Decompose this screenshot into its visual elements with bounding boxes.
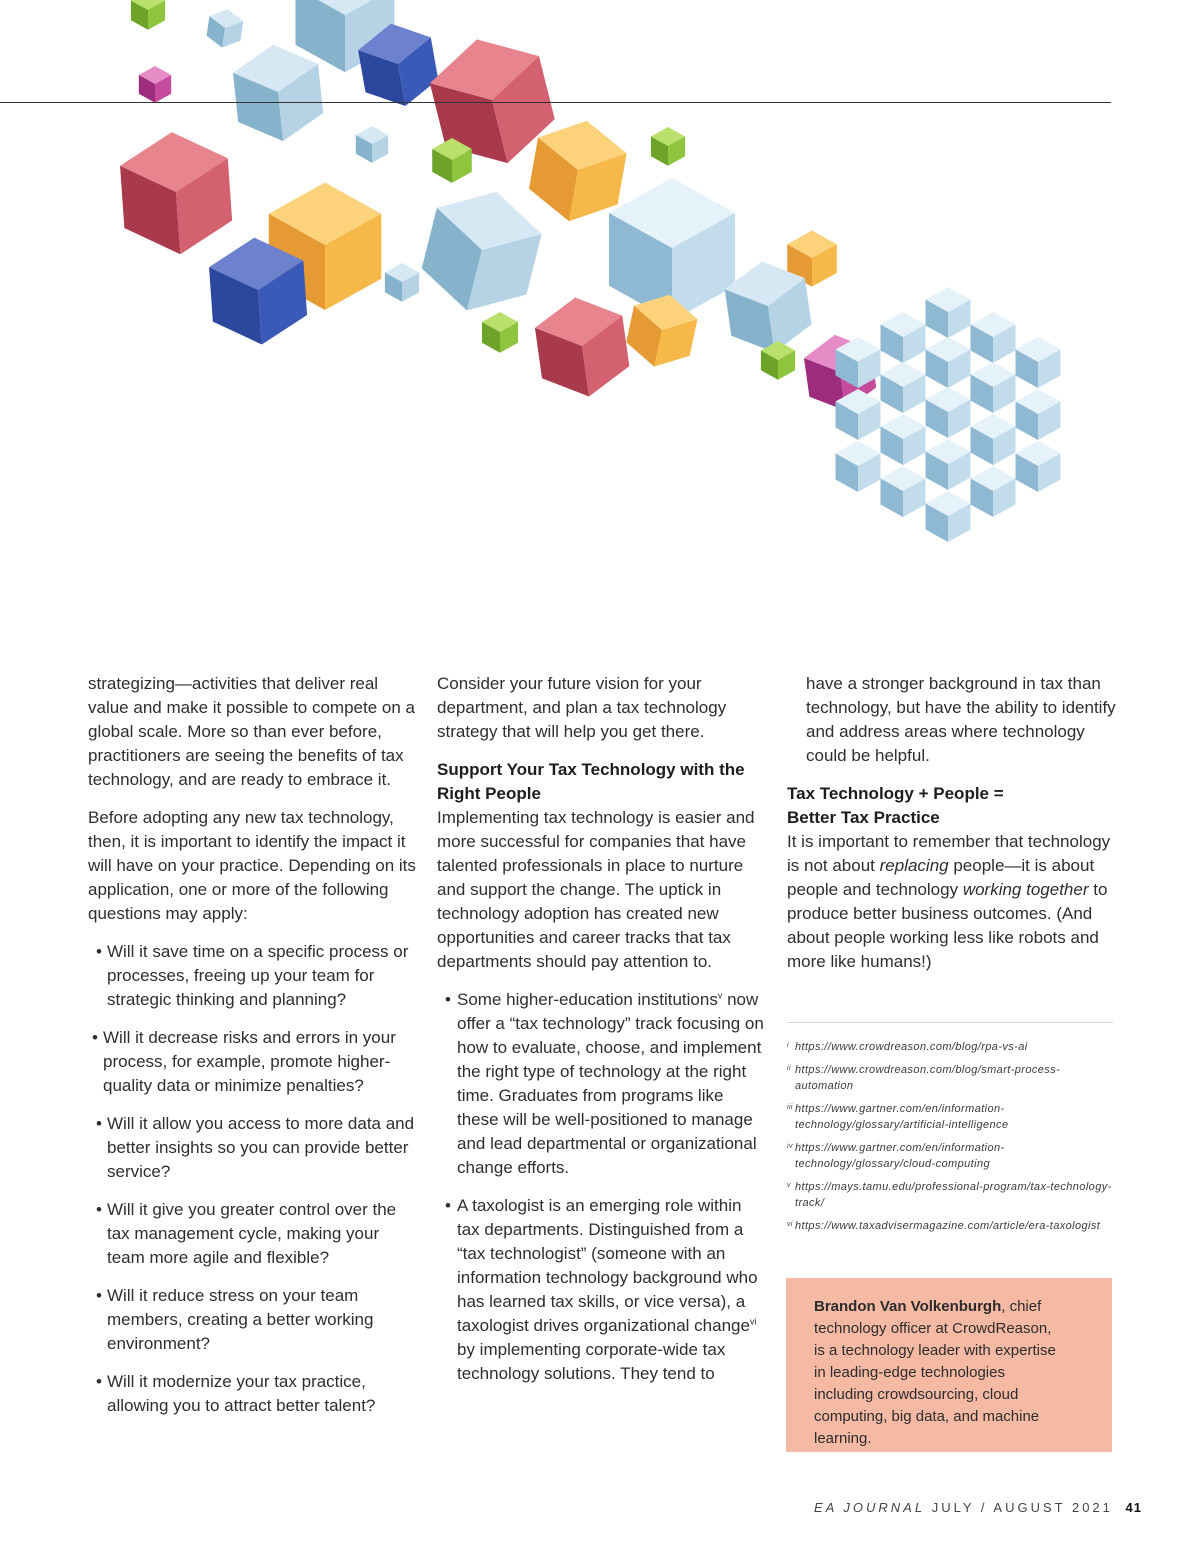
footnote: iii https://www.gartner.com/en/information-technology/glossary/artificial-intelligence: [787, 1103, 1009, 1131]
paragraph: have a stronger background in tax than technology, but have the ability to identify and address areas where technology could be helpful.: [806, 674, 1116, 765]
footnote-link[interactable]: https://www.gartner.com/en/information-technology/glossary/cloud-computing: [795, 1142, 1005, 1170]
assembled-cube-icon: [836, 287, 1061, 542]
footnote-link[interactable]: https://www.taxadvisermagazine.com/article/era-taxologist: [795, 1220, 1101, 1232]
author-name: Brandon Van Volkenburgh: [814, 1298, 1002, 1315]
footnote-link[interactable]: https://www.crowdreason.com/blog/rpa-vs-ai: [795, 1041, 1028, 1053]
author-bio: Brandon Van Volkenburgh, chief technology officer at CrowdReason, is a technology leader with expertise in leading-edge technologies including crowdsourcing, cloud computing, big data, and machine learning.: [814, 1298, 1056, 1447]
footnote-marker: v: [717, 990, 723, 1001]
cubes-illustration: [0, 0, 1200, 600]
section-heading: Support Your Tax Technology with the Right People: [437, 760, 745, 803]
footnote: ii https://www.crowdreason.com/blog/smart-process-automation: [787, 1064, 1061, 1092]
section-heading: Tax Technology + People = Better Tax Practice: [787, 784, 1004, 827]
column-1: [88, 672, 418, 1432]
paragraph: strategizing—activities that deliver real value and make it possible to compete on a global scale. More so than ever before, practitioners are seeing the benefits of tax technology, and are ready to embrace it.: [88, 674, 415, 789]
issue-date: JULY / AUGUST 2021: [931, 1500, 1113, 1515]
column-2: [437, 672, 767, 1400]
footnote-marker: vi: [749, 1316, 757, 1327]
footnotes: [787, 1039, 1113, 1241]
author-bio-box: [786, 1278, 1112, 1452]
footnote-divider: [787, 1022, 1113, 1023]
list-item: • Will it give you greater control over the tax management cycle, making your team more agile and flexible?: [96, 1200, 397, 1267]
footnote: i https://www.crowdreason.com/blog/rpa-vs-ai: [787, 1041, 1028, 1053]
footnote: v https://mays.tamu.edu/professional-program/tax-technology-track/: [787, 1181, 1112, 1209]
list-item: • Will it save time on a specific process or processes, freeing up your team for strategic thinking and planning?: [96, 942, 409, 1009]
list-item: • Will it modernize your tax practice, allowing you to attract better talent?: [96, 1372, 376, 1415]
footnote: iv https://www.gartner.com/en/information-technology/glossary/cloud-computing: [787, 1142, 1005, 1170]
paragraph: Implementing tax technology is easier and more successful for companies that have talented professionals in place to nurture and support the change. The uptick in technology adoption has created new opportunities and career tracks that tax departments should pay attention to.: [437, 808, 755, 971]
footnote: vi https://www.taxadvisermagazine.com/article/era-taxologist: [787, 1220, 1101, 1232]
list-item: • Will it reduce stress on your team members, creating a better working environment?: [96, 1286, 374, 1353]
column-3: [787, 672, 1117, 988]
list-item: • Some higher-education institutions$^v$ now offer a “tax technology” track focusing on how to evaluate, choose, and implement the right type of technology at the right time. Graduates from programs like these will be well-positioned to manage and lead departmental or organizational change efforts.: [445, 990, 764, 1177]
page-number: 41: [1125, 1500, 1142, 1515]
footnote-link[interactable]: https://mays.tamu.edu/professional-program/tax-technology-track/: [795, 1181, 1112, 1209]
list-item: • Will it allow you access to more data and better insights so you can provide better service?: [96, 1114, 415, 1181]
footnote-link[interactable]: https://www.gartner.com/en/information-technology/glossary/artificial-intelligence: [795, 1103, 1009, 1131]
list-item: • A taxologist is an emerging role within tax departments. Distinguished from a “tax technologist” (someone with an information technology background who has learned tax skills, or vice versa), a taxologist drives organizational change$^{vi}$ by implementing corporate-wide tax technology solutions. They tend to: [445, 1196, 758, 1383]
list-item: • Will it decrease risks and errors in your process, for example, promote higher-quality data or minimize penalties?: [92, 1028, 396, 1095]
footnote-link[interactable]: https://www.crowdreason.com/blog/smart-process-automation: [795, 1064, 1061, 1092]
page-footer: [814, 1500, 1142, 1515]
paragraph: Before adopting any new tax technology, then, it is important to identify the impact it will have on your practice. Depending on its application, one or more of the following questions may apply:: [88, 808, 416, 923]
paragraph: Consider your future vision for your department, and plan a tax technology strategy that will help you get there.: [437, 674, 727, 741]
publication-name: EA JOURNAL: [813, 1500, 926, 1515]
header-rule: [0, 102, 1111, 103]
paragraph: It is important to remember that technology is not about replacing people—it is about people and technology working together to produce better business outcomes. (And about people working less like robots and more like humans!): [787, 832, 1111, 971]
